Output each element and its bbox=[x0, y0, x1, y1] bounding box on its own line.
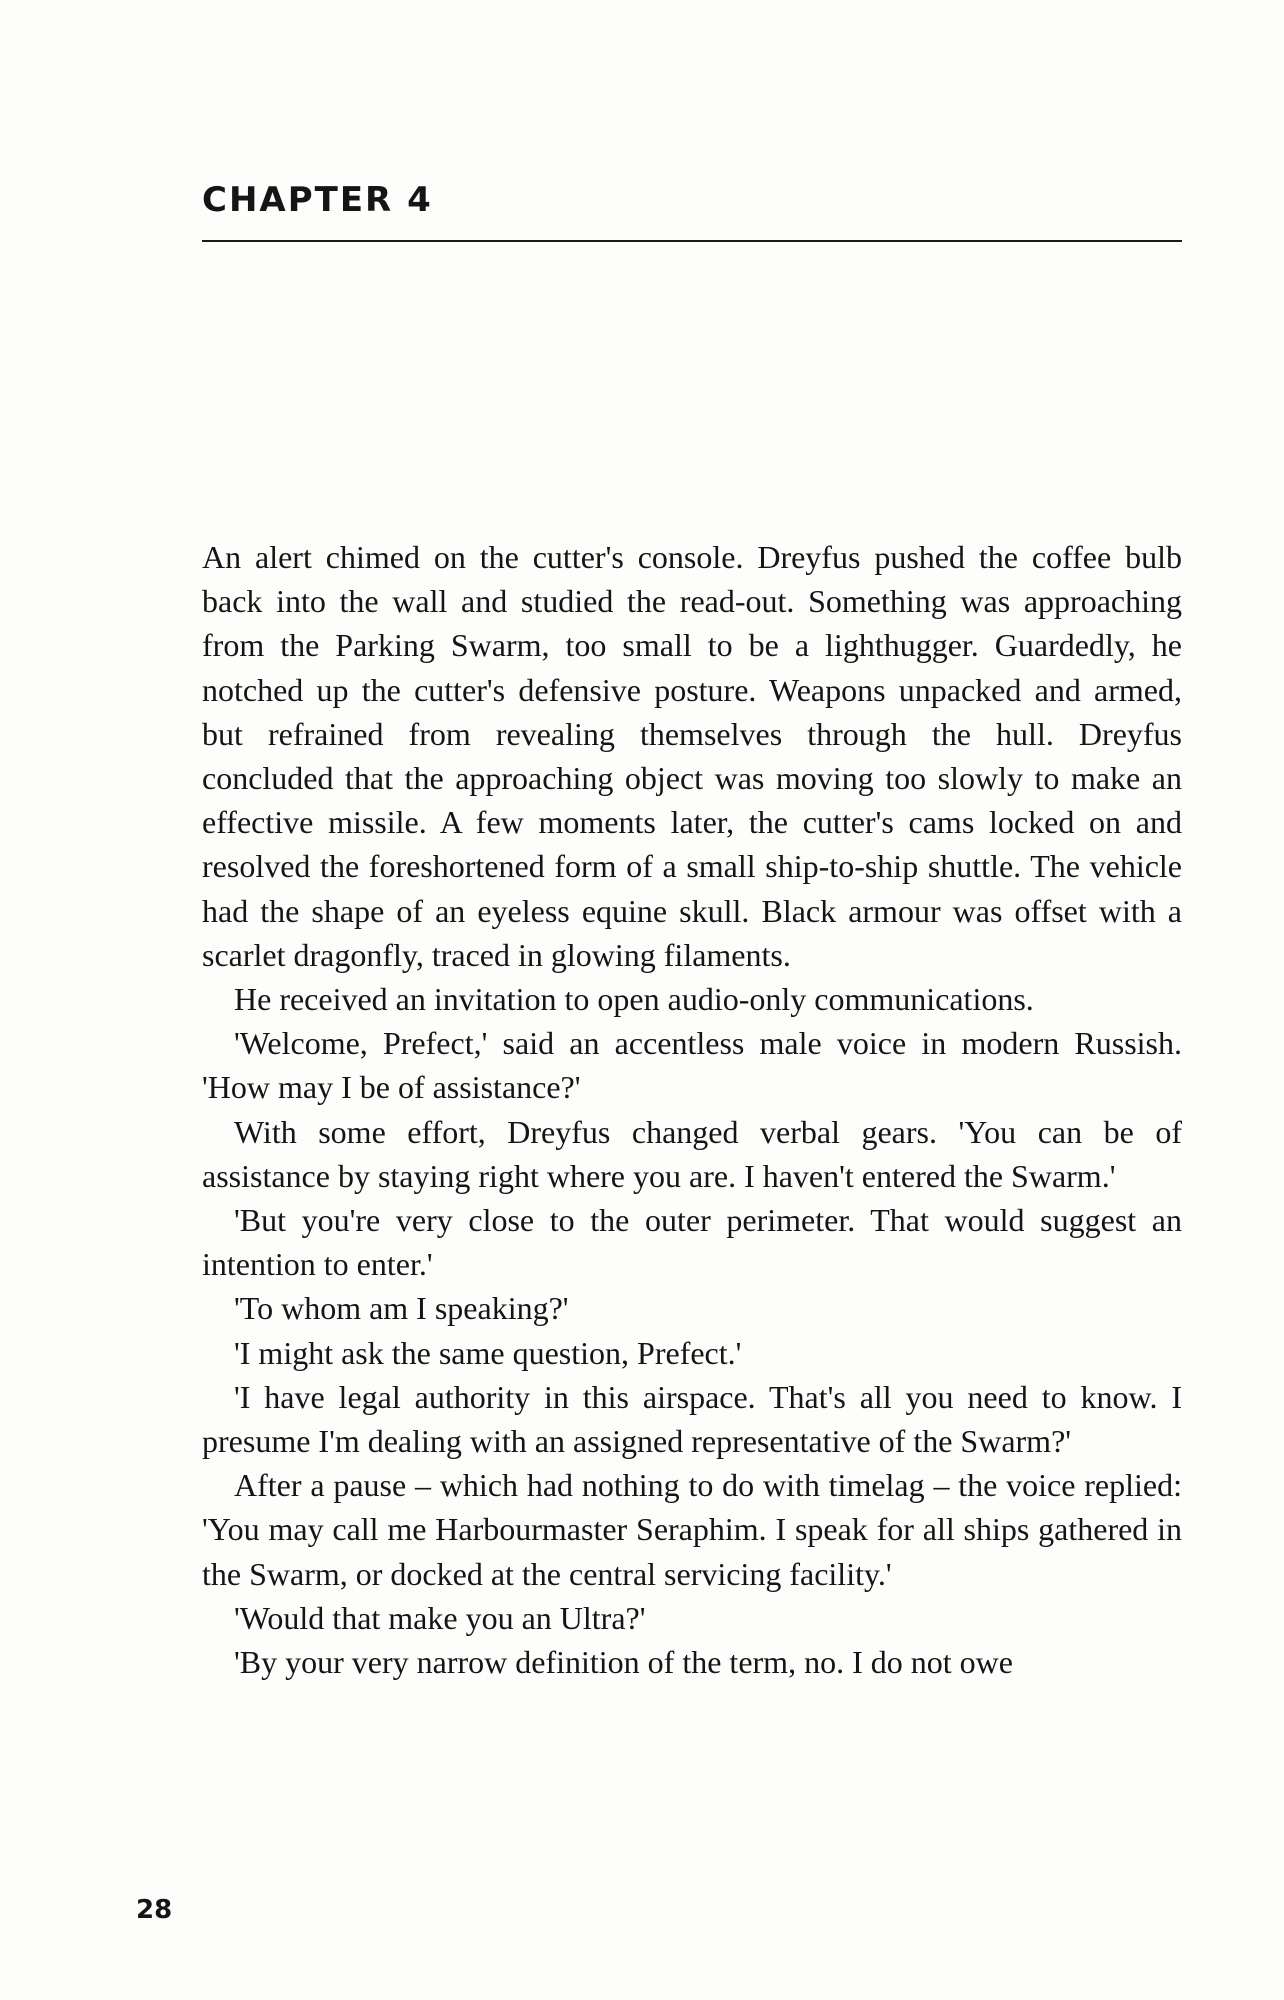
paragraph: 'Welcome, Prefect,' said an accentless male voice in modern Russish. 'How may I be of assistance?' bbox=[202, 1025, 1182, 1106]
paragraph: 'I might ask the same question, Prefect.' bbox=[234, 1334, 742, 1371]
body-text bbox=[202, 535, 1182, 1684]
heading-rule bbox=[202, 240, 1182, 242]
paragraph: With some effort, Dreyfus changed verbal gears. 'You can be of assistance by staying right where you are. I haven't entered the Swarm.' bbox=[202, 1113, 1182, 1194]
paragraph: 'I have legal authority in this airspace. That's all you need to know. I presume I'm dealing with an assigned representative of the Swarm?' bbox=[202, 1378, 1182, 1460]
page-number: 28 bbox=[136, 1895, 173, 1925]
paragraph: 'Would that make you an Ultra?' bbox=[234, 1599, 646, 1636]
paragraph: An alert chimed on the cutter's console. Dreyfus pushed the coffee bulb back into the wall and studied the read-out. Something was approaching from the Parking Swarm, too small to be a lighthugger. Guardedly, he notched up the cutter's defensive posture. Weapons unpacked and armed, but refrained from revealing themselves through the hull. Dreyfus concluded that the approaching object was moving too slowly to make an effective missile. A few moments later, the cutter's cams locked on and resolved the foreshortened form of a small ship-to-ship shuttle. The vehicle had the shape of an eyeless equine skull. Black armour was offset with a scarlet dragonfly, traced in glowing filaments. bbox=[202, 539, 1182, 973]
chapter-heading: CHAPTER 4 bbox=[202, 180, 433, 220]
paragraph: 'To whom am I speaking?' bbox=[234, 1290, 569, 1327]
paragraph: He received an invitation to open audio-only communications. bbox=[234, 981, 1034, 1018]
paragraph: After a pause – which had nothing to do with timelag – the voice replied: 'You may call me Harbourmaster Seraphim. I speak for all ships gathered in the Swarm, or docked at the central servicing facility.' bbox=[202, 1467, 1182, 1592]
paragraph: 'But you're very close to the outer perimeter. That would suggest an intention to enter.' bbox=[202, 1202, 1182, 1283]
paragraph: 'By your very narrow definition of the term, no. I do not owe bbox=[234, 1644, 1013, 1681]
